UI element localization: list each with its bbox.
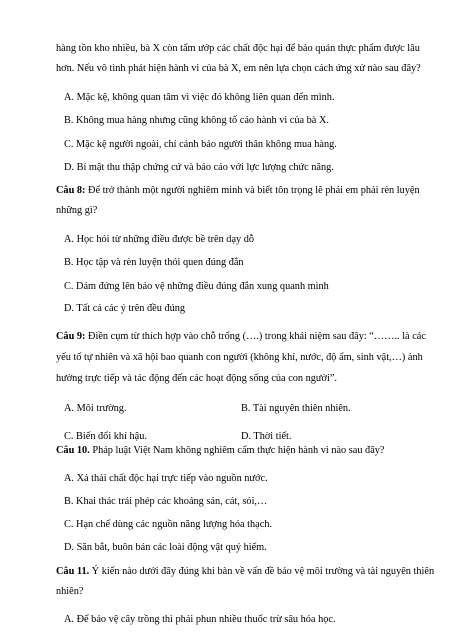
intro-option-c: C. Mặc kệ người ngoài, chỉ cảnh báo người thân không mua hàng. [64, 139, 337, 150]
q8-option-c: C. Dám đứng lên bảo vệ những điều đúng đắn xung quanh mình [64, 281, 329, 292]
q8-line-1 [56, 184, 420, 198]
q10-option-c: C. Hạn chế dùng các nguồn năng lượng hóa thạch. [64, 519, 273, 530]
q11-label: Câu 11. [56, 566, 90, 577]
q10-option-a: A. Xả thải chất độc hại trực tiếp vào nguồn nước. [64, 473, 268, 484]
q9-option-d: D. Thời tiết. [241, 431, 292, 442]
q10-option-d: D. Săn bắt, buôn bán các loài động vật quý hiếm. [64, 542, 267, 553]
intro-line-2: hơn. Nếu vô tình phát hiện hành vi của bà X, em nên lựa chọn cách ứng xử nào sau đây? [56, 63, 421, 74]
q8-option-a: A. Học hỏi từ những điều được bề trên dạy dỗ [64, 234, 255, 245]
intro-option-d: D. Bí mật thu thập chứng cứ và báo cáo với lực lượng chức năng. [64, 162, 334, 173]
q10-label: Câu 10. [56, 445, 90, 456]
q9-line-1 [56, 330, 426, 344]
q9-option-c: C. Biến đổi khí hậu. [64, 431, 147, 442]
q9-line-3: hưởng trực tiếp và tác động đến các hoạt động sống của con người”. [56, 373, 337, 384]
q9-options-row-2 [64, 430, 291, 444]
q11-line-1 [56, 565, 435, 579]
q9-option-b: B. Tài nguyên thiên nhiên. [241, 403, 351, 414]
q10-option-b: B. Khai thác trái phép các khoáng sản, cát, sỏi,… [64, 496, 268, 507]
q11-option-a: A. Để bảo vệ cây trồng thì phải phun nhiều thuốc trừ sâu hóa học. [64, 614, 336, 625]
q9-label: Câu 9: [56, 331, 86, 342]
q11-text-1: Ý kiến nào dưới đây đúng khi bàn về vấn đề bảo vệ môi trường và tài nguyên thiên [89, 566, 435, 577]
intro-option-b: B. Không mua hàng nhưng cũng không tố cáo hành vi của bà X. [64, 115, 329, 126]
q8-option-d: D. Tất cả các ý trên đều đúng [64, 303, 186, 314]
q8-label: Câu 8: [56, 185, 86, 196]
q8-option-b: B. Học tập và rèn luyện thói quen đúng đắn [64, 257, 244, 268]
q9-line-2: yếu tố tự nhiên và xã hội bao quanh con người (không khí, nước, độ ẩm, sinh vật,…) ảnh [56, 352, 423, 363]
q10-line-1 [56, 444, 385, 458]
q9-option-a: A. Môi trường. [64, 403, 127, 414]
q9-options-row-1 [64, 402, 351, 416]
q8-line-2: những gì? [56, 205, 98, 216]
q8-text-1: Để trở thành một người nghiêm minh và biết tôn trọng lẽ phải em phải rèn luyện [85, 185, 420, 196]
q11-line-2: nhiên? [56, 586, 84, 597]
intro-option-a: A. Mặc kệ, không quan tâm vì việc đó không liên quan đến mình. [64, 92, 335, 103]
q10-text-1: Pháp luật Việt Nam không nghiêm cấm thực hiện hành vi nào sau đây? [89, 445, 385, 456]
intro-line-1: hàng tồn kho nhiều, bà X còn tẩm ướp các chất độc hại để bảo quản thực phẩm được lâu [56, 43, 420, 54]
q9-text-1: Điền cụm từ thích hợp vào chỗ trống (….) trong khái niệm sau đây: “…….. là các [85, 331, 426, 342]
